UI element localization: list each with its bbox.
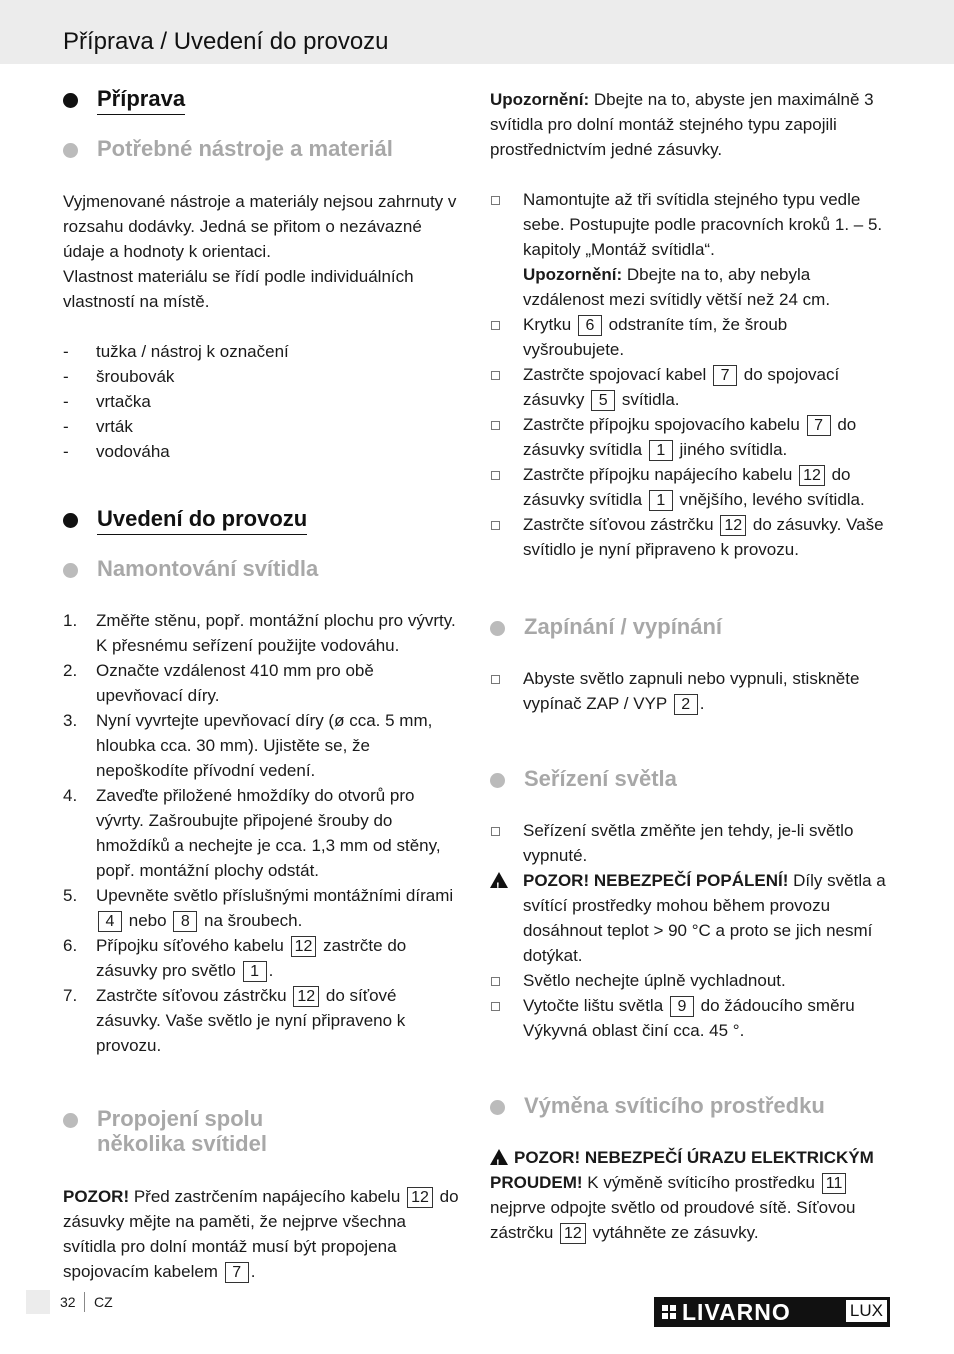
intro-paragraph-2: Vlastnost materiálu se řídí podle individuálních vlastností na místě. bbox=[63, 267, 414, 311]
warning-icon bbox=[490, 872, 508, 888]
upozorneni-paragraph: Upozornění: Dbejte na to, abyste jen maximálně 3 svítidla pro dolní montáž stejného typu zapojili prostřednictvím jedné zásuvky. bbox=[490, 90, 874, 159]
livarno-logo bbox=[654, 1297, 890, 1327]
list-item: 2. Označte vzdálenost 410 mm pro obě upevňovací díry. bbox=[63, 661, 374, 705]
list-item: Vytočte lištu světla 9 do žádoucího směru Výkyvná oblast činí cca. 45 °. bbox=[490, 993, 890, 1043]
page-number: 32 bbox=[60, 1294, 76, 1310]
logo-text: LIVARNO bbox=[682, 1299, 791, 1325]
list-item: 5. Upevněte světlo příslušnými montážními dírami 4 nebo 8 na šroubech. bbox=[63, 886, 454, 930]
intro-paragraph: Vyjmenované nástroje a materiály nejsou zahrnuty v rozsahu dodávky. Jedná se přitom o nezávazné údaje a hodnoty k orientaci. bbox=[63, 192, 457, 261]
checkbox-square-icon bbox=[491, 675, 500, 684]
heading-namontovani: Namontování svítidla bbox=[63, 556, 463, 581]
checkbox-square-icon bbox=[491, 196, 500, 205]
bullet-dot-icon bbox=[490, 773, 505, 788]
steps-list bbox=[63, 608, 463, 1058]
warning-icon bbox=[490, 1149, 508, 1165]
checkbox-square-icon bbox=[491, 321, 500, 330]
pozor-paragraph: POZOR! Před zastrčením napájecího kabelu 12 do zásuvky mějte na paměti, že nejprve všechna svítidla pro dolní montáž musí být propojena spojovacím kabelem 7 . bbox=[63, 1187, 459, 1281]
list-item: - vrták bbox=[63, 417, 133, 436]
list-item: 1. Změřte stěnu, popř. montážní plochu pro vývrty. K přesnému seřízení použijte vodováhu. bbox=[63, 611, 456, 655]
list-item: Zastrčte přípojku napájecího kabelu 12 do zásuvky svítidla 1 vnějšího, levého svítidla. bbox=[490, 462, 890, 512]
bullet-dot-icon bbox=[63, 563, 78, 578]
heading-priprava: Příprava bbox=[63, 86, 463, 120]
list-item: - vodováha bbox=[63, 442, 170, 461]
checkbox-square-icon bbox=[491, 1002, 500, 1011]
footer-marker bbox=[26, 1290, 50, 1314]
right-column bbox=[490, 80, 890, 1245]
tools-list bbox=[63, 339, 463, 464]
list-item: 7. Zastrčte síťovou zástrčku 12 do síťové zásuvky. Vaše světlo je nyní připraveno k provozu. bbox=[63, 986, 406, 1055]
bullet-dot-icon bbox=[63, 93, 78, 108]
left-column bbox=[63, 80, 463, 1284]
bullet-dot-icon bbox=[490, 621, 505, 636]
checkbox-square-icon bbox=[491, 421, 500, 430]
list-item: Namontujte až tři svítidla stejného typu vedle sebe. Postupujte podle pracovních kroků 1. – 5. kapitoly „Montáž svítidla“. Upozornění: Dbejte na to, aby nebyla vzdálenost mezi svítidly větší než 24 cm. bbox=[490, 187, 890, 312]
bullet-dot-icon bbox=[63, 513, 78, 528]
list-item: 3. Nyní vyvrtejte upevňovací díry (ø cca. 5 mm, hloubka cca. 30 mm). Ujistěte se, že nepoškodíte přívodní vedení. bbox=[63, 711, 433, 780]
warning-item: ! POZOR! NEBEZPEČÍ POPÁLENÍ! Díly světla a svítící prostředky mohou během provozu dosáhnout teplot > 90 °C a proto se jich nesmí dotýkat. bbox=[490, 868, 890, 968]
heading-nastroje: Potřebné nástroje a materiál bbox=[63, 136, 463, 161]
heading-vymena: Výměna svíticího prostředku bbox=[490, 1093, 890, 1118]
list-item: Světlo nechejte úplně vychladnout. bbox=[490, 968, 890, 993]
checkbox-square-icon bbox=[491, 977, 500, 986]
language-code: CZ bbox=[94, 1294, 113, 1310]
heading-uvedeni: Uvedení do provozu bbox=[63, 506, 463, 540]
list-item: Zastrčte síťovou zástrčku 12 do zásuvky. Vaše svítidlo je nyní připraveno k provozu. bbox=[490, 512, 890, 562]
logo-squares-icon bbox=[662, 1305, 678, 1319]
heading-zapinani: Zapínání / vypínání bbox=[490, 614, 890, 639]
bullet-dot-icon bbox=[63, 143, 78, 158]
list-item: Zastrčte přípojku spojovacího kabelu 7 do zásuvky svítidla 1 jiného svítidla. bbox=[490, 412, 890, 462]
list-item: Zastrčte spojovací kabel 7 do spojovací zásuvky 5 svítidla. bbox=[490, 362, 890, 412]
logo-lux: LUX bbox=[846, 1300, 887, 1322]
page-title: Příprava / Uvedení do provozu bbox=[63, 28, 389, 55]
list-item: 6. Přípojku síťového kabelu 12 zastrčte do zásuvky pro světlo 1 . bbox=[63, 936, 407, 980]
list-item: - vrtačka bbox=[63, 392, 151, 411]
propojeni-list bbox=[490, 187, 890, 562]
checkbox-square-icon bbox=[491, 827, 500, 836]
list-item: Krytku 6 odstraníte tím, že šroub vyšroubujete. bbox=[490, 312, 890, 362]
list-item: Abyste světlo zapnuli nebo vypnuli, stiskněte vypínač ZAP / VYP 2 . bbox=[490, 666, 890, 716]
list-item: Seřízení světla změňte jen tehdy, je-li světlo vypnuté. bbox=[490, 818, 890, 868]
checkbox-square-icon bbox=[491, 521, 500, 530]
list-item: 4. Zaveďte přiložené hmoždíky do otvorů pro vývrty. Zašroubujte připojené šrouby do hmoždíků a nechejte je cca. 1,3 mm od stěny, popř. montážní plochy odstát. bbox=[63, 786, 441, 880]
heading-propojeni: Propojení spolu několika svítidel bbox=[63, 1106, 463, 1156]
footer-divider bbox=[84, 1292, 85, 1312]
heading-serizeni: Seřízení světla bbox=[490, 766, 890, 791]
checkbox-square-icon bbox=[491, 471, 500, 480]
bullet-dot-icon bbox=[490, 1100, 505, 1115]
checkbox-square-icon bbox=[491, 371, 500, 380]
list-item: - šroubovák bbox=[63, 367, 175, 386]
vymena-warning: !POZOR! NEBEZPEČÍ ÚRAZU ELEKTRICKÝM PROUDEM! K výměně svíticího prostředku 11 nejprve odpojte světlo od proudové sítě. Síťovou zástrčku 12 vytáhněte ze zásuvky. bbox=[490, 1145, 890, 1245]
bullet-dot-icon bbox=[63, 1113, 78, 1128]
list-item: - tužka / nástroj k označení bbox=[63, 342, 289, 361]
serizeni-list bbox=[490, 818, 890, 1043]
zapinani-list bbox=[490, 666, 890, 716]
